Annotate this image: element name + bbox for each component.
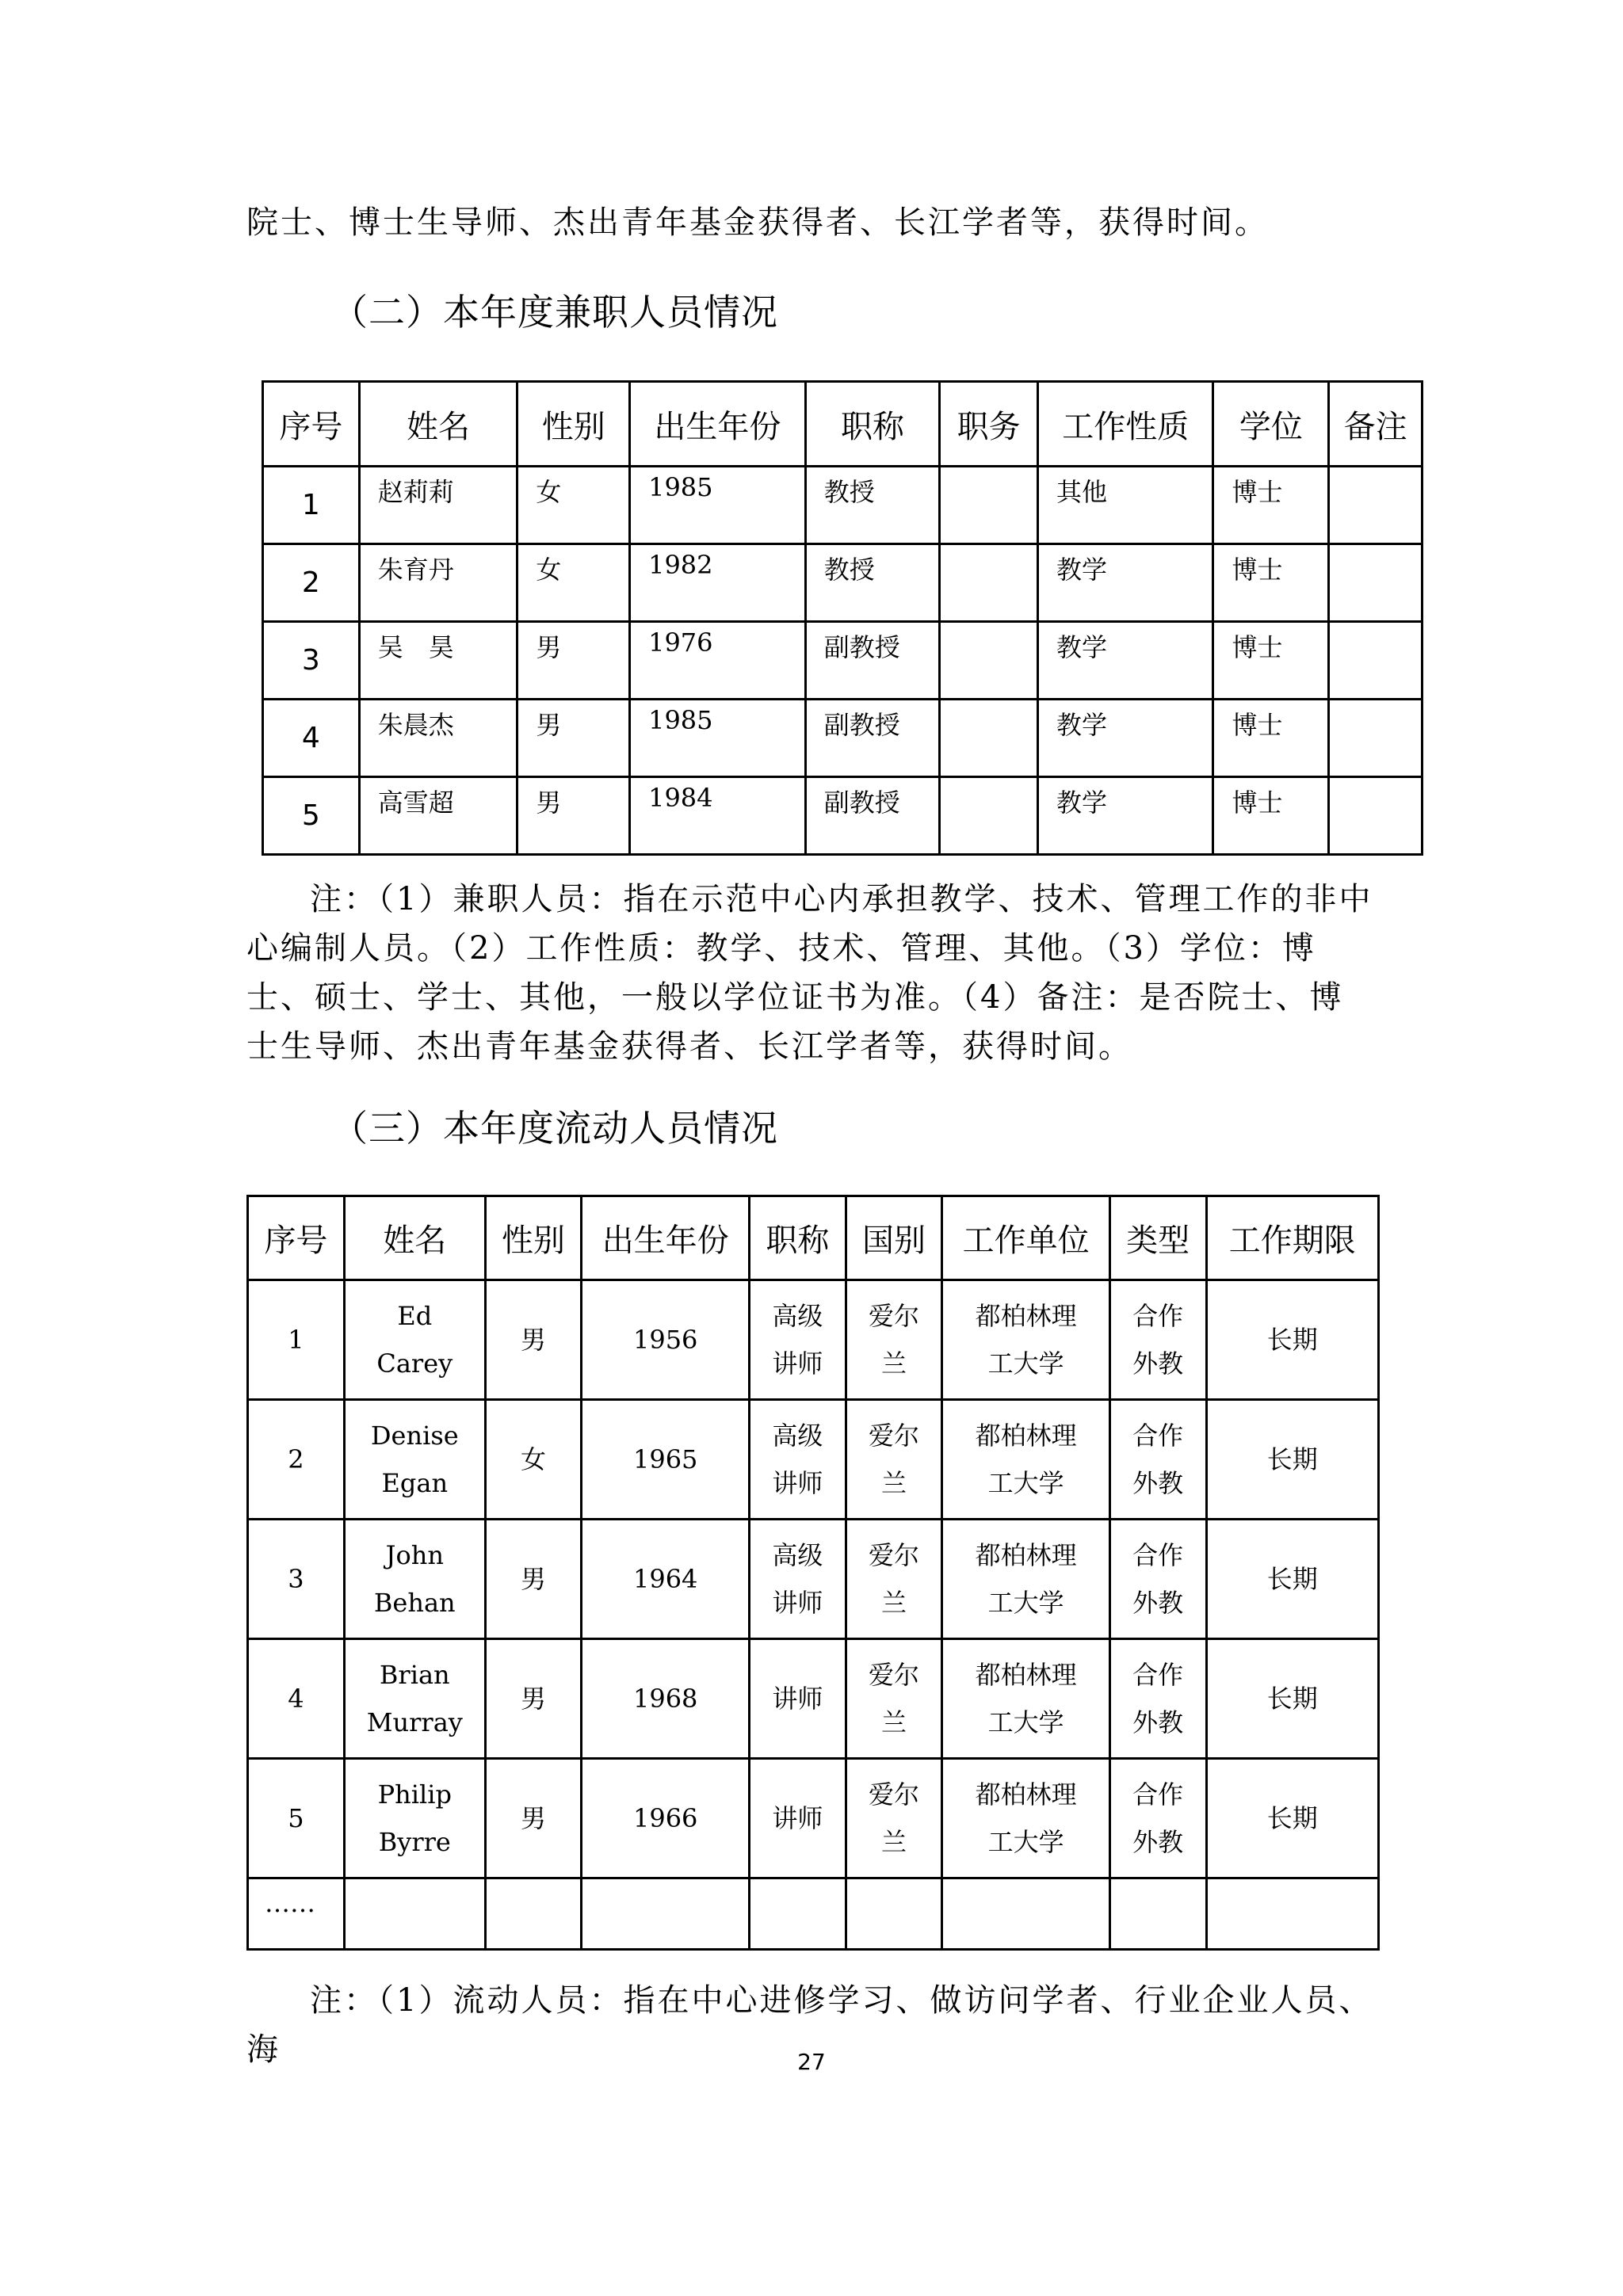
cell-sex: 女 bbox=[517, 467, 630, 544]
cell-name bbox=[344, 1520, 485, 1639]
cell-sex: 男 bbox=[485, 1639, 582, 1759]
cell-work-nature: 其他 bbox=[1038, 467, 1213, 544]
country-line: 兰 bbox=[881, 1348, 907, 1379]
cell-term: 长期 bbox=[1206, 1280, 1378, 1400]
part-time-staff-table bbox=[262, 380, 1423, 856]
header-cell: 性别 bbox=[517, 382, 630, 467]
cell-type bbox=[1109, 1280, 1206, 1400]
table-header-row bbox=[248, 1196, 1379, 1280]
cell-unit bbox=[942, 1280, 1109, 1400]
table-row bbox=[248, 1520, 1379, 1639]
cell-number: 4 bbox=[248, 1639, 345, 1759]
cell-name bbox=[344, 1639, 485, 1759]
table-row bbox=[248, 1759, 1379, 1878]
cell-remark bbox=[1329, 622, 1423, 700]
header-cell: 类型 bbox=[1109, 1196, 1206, 1280]
country-line: 兰 bbox=[881, 1588, 907, 1618]
table-row bbox=[263, 622, 1423, 700]
cell-country bbox=[846, 1759, 942, 1878]
section2-heading: （二）本年度兼职人员情况 bbox=[331, 291, 778, 334]
unit-line: 都柏林理 bbox=[975, 1301, 1077, 1331]
cell-year: 1985 bbox=[630, 700, 806, 777]
title-line: 讲师 bbox=[772, 1588, 823, 1618]
cell-empty bbox=[1206, 1878, 1378, 1950]
header-cell: 职称 bbox=[805, 382, 940, 467]
name-line: Carey bbox=[376, 1348, 453, 1379]
cell-empty bbox=[749, 1878, 846, 1950]
cell-year: 1985 bbox=[630, 467, 806, 544]
cell-degree: 博士 bbox=[1213, 622, 1329, 700]
table-row bbox=[263, 544, 1423, 622]
cell-year: 1976 bbox=[630, 622, 806, 700]
title-line: 讲师 bbox=[772, 1468, 823, 1498]
name-line: John bbox=[385, 1540, 444, 1570]
cell-year: 1966 bbox=[582, 1759, 750, 1878]
cell-name bbox=[344, 1759, 485, 1878]
table-row bbox=[263, 467, 1423, 544]
cell-duty bbox=[940, 544, 1038, 622]
cell-sex: 女 bbox=[517, 544, 630, 622]
section2-note: 注：（1）兼职人员：指在示范中心内承担教学、技术、管理工作的非中心编制人员。（2）工作性质：教学、技术、管理、其他。（3）学位：博士、硕士、学士、其他，一般以学位证书为准。（4）备注：是否院士、博士生导师、杰出青年基金获得者、长江学者等，获得时间。 bbox=[246, 881, 1373, 1065]
cell-remark bbox=[1329, 467, 1423, 544]
cell-name bbox=[344, 1400, 485, 1520]
cell-title: 副教授 bbox=[805, 700, 940, 777]
cell-number: 2 bbox=[263, 544, 360, 622]
table-row bbox=[263, 700, 1423, 777]
header-cell: 序号 bbox=[248, 1196, 345, 1280]
cell-year: 1964 bbox=[582, 1520, 750, 1639]
cell-degree: 博士 bbox=[1213, 544, 1329, 622]
cell-sex: 男 bbox=[485, 1520, 582, 1639]
cell-number: 1 bbox=[263, 467, 360, 544]
country-line: 兰 bbox=[881, 1827, 907, 1857]
cell-title: 讲师 bbox=[749, 1759, 846, 1878]
name-line: Denise bbox=[370, 1421, 459, 1451]
cell-duty bbox=[940, 700, 1038, 777]
visiting-staff-table bbox=[246, 1195, 1380, 1951]
unit-line: 工大学 bbox=[987, 1707, 1064, 1737]
cell-year: 1968 bbox=[582, 1639, 750, 1759]
cell-ellipsis: …… bbox=[248, 1878, 345, 1950]
table-header-row bbox=[263, 382, 1423, 467]
header-cell: 职务 bbox=[940, 382, 1038, 467]
cell-duty bbox=[940, 467, 1038, 544]
cell-name: 吴 昊 bbox=[359, 622, 517, 700]
cell-remark bbox=[1329, 700, 1423, 777]
title-line: 高级 bbox=[772, 1421, 823, 1451]
type-line: 外教 bbox=[1132, 1348, 1184, 1379]
header-cell: 姓名 bbox=[344, 1196, 485, 1280]
cell-country bbox=[846, 1400, 942, 1520]
unit-line: 工大学 bbox=[987, 1348, 1064, 1379]
top-text: 院士、博士生导师、杰出青年基金获得者、长江学者等，获得时间。 bbox=[246, 204, 1269, 241]
cell-sex: 女 bbox=[485, 1400, 582, 1520]
cell-term: 长期 bbox=[1206, 1759, 1378, 1878]
cell-title: 副教授 bbox=[805, 622, 940, 700]
name-line: Egan bbox=[381, 1468, 449, 1498]
unit-line: 都柏林理 bbox=[975, 1540, 1077, 1570]
cell-empty bbox=[846, 1878, 942, 1950]
cell-name bbox=[344, 1280, 485, 1400]
cell-title: 讲师 bbox=[749, 1639, 846, 1759]
cell-duty bbox=[940, 622, 1038, 700]
unit-line: 工大学 bbox=[987, 1588, 1064, 1618]
name-line: Murray bbox=[366, 1707, 463, 1737]
cell-number: 3 bbox=[263, 622, 360, 700]
unit-line: 都柏林理 bbox=[975, 1660, 1077, 1690]
cell-degree: 博士 bbox=[1213, 777, 1329, 855]
cell-sex: 男 bbox=[517, 777, 630, 855]
cell-empty bbox=[582, 1878, 750, 1950]
cell-sex: 男 bbox=[485, 1759, 582, 1878]
header-cell: 备注 bbox=[1329, 382, 1423, 467]
type-line: 合作 bbox=[1132, 1660, 1184, 1690]
country-line: 爱尔 bbox=[869, 1540, 920, 1570]
cell-work-nature: 教学 bbox=[1038, 544, 1213, 622]
cell-country bbox=[846, 1280, 942, 1400]
unit-line: 都柏林理 bbox=[975, 1779, 1077, 1810]
cell-title bbox=[749, 1520, 846, 1639]
cell-unit bbox=[942, 1520, 1109, 1639]
unit-line: 都柏林理 bbox=[975, 1421, 1077, 1451]
cell-name: 朱晨杰 bbox=[359, 700, 517, 777]
type-line: 合作 bbox=[1132, 1301, 1184, 1331]
header-cell: 工作单位 bbox=[942, 1196, 1109, 1280]
cell-name: 高雪超 bbox=[359, 777, 517, 855]
cell-unit bbox=[942, 1759, 1109, 1878]
header-cell: 工作期限 bbox=[1206, 1196, 1378, 1280]
cell-title: 副教授 bbox=[805, 777, 940, 855]
name-line: Byrre bbox=[378, 1827, 451, 1857]
cell-year: 1984 bbox=[630, 777, 806, 855]
cell-empty bbox=[344, 1878, 485, 1950]
cell-title bbox=[749, 1280, 846, 1400]
table-row bbox=[248, 1639, 1379, 1759]
country-line: 兰 bbox=[881, 1707, 907, 1737]
country-line: 兰 bbox=[881, 1468, 907, 1498]
cell-type bbox=[1109, 1400, 1206, 1520]
type-line: 外教 bbox=[1132, 1827, 1184, 1857]
cell-sex: 男 bbox=[485, 1280, 582, 1400]
type-line: 外教 bbox=[1132, 1588, 1184, 1618]
unit-line: 工大学 bbox=[987, 1468, 1064, 1498]
cell-remark bbox=[1329, 777, 1423, 855]
cell-degree: 博士 bbox=[1213, 467, 1329, 544]
name-line: Behan bbox=[373, 1588, 456, 1618]
table-row bbox=[248, 1280, 1379, 1400]
cell-empty bbox=[485, 1878, 582, 1950]
cell-number: 3 bbox=[248, 1520, 345, 1639]
header-cell: 国别 bbox=[846, 1196, 942, 1280]
cell-term: 长期 bbox=[1206, 1639, 1378, 1759]
country-line: 爱尔 bbox=[869, 1779, 920, 1810]
cell-title: 教授 bbox=[805, 467, 940, 544]
type-line: 合作 bbox=[1132, 1421, 1184, 1451]
title-line: 高级 bbox=[772, 1301, 823, 1331]
cell-type bbox=[1109, 1639, 1206, 1759]
cell-work-nature: 教学 bbox=[1038, 700, 1213, 777]
table-row bbox=[263, 777, 1423, 855]
name-line: Philip bbox=[377, 1779, 452, 1810]
header-cell: 学位 bbox=[1213, 382, 1329, 467]
type-line: 外教 bbox=[1132, 1468, 1184, 1498]
header-cell: 工作性质 bbox=[1038, 382, 1213, 467]
type-line: 合作 bbox=[1132, 1779, 1184, 1810]
cell-term: 长期 bbox=[1206, 1520, 1378, 1639]
cell-year: 1982 bbox=[630, 544, 806, 622]
section3-note: 注：（1）流动人员：指在中心进修学习、做访问学者、行业企业人员、海 bbox=[246, 1982, 1373, 2068]
header-cell: 性别 bbox=[485, 1196, 582, 1280]
cell-number: 2 bbox=[248, 1400, 345, 1520]
cell-remark bbox=[1329, 544, 1423, 622]
cell-year: 1956 bbox=[582, 1280, 750, 1400]
header-cell: 出生年份 bbox=[582, 1196, 750, 1280]
cell-unit bbox=[942, 1400, 1109, 1520]
country-line: 爱尔 bbox=[869, 1421, 920, 1451]
cell-sex: 男 bbox=[517, 622, 630, 700]
header-cell: 出生年份 bbox=[630, 382, 806, 467]
cell-unit bbox=[942, 1639, 1109, 1759]
cell-title bbox=[749, 1400, 846, 1520]
country-line: 爱尔 bbox=[869, 1301, 920, 1331]
cell-duty bbox=[940, 777, 1038, 855]
name-line: Brian bbox=[379, 1660, 450, 1690]
table-row bbox=[248, 1878, 1379, 1950]
cell-country bbox=[846, 1639, 942, 1759]
cell-title: 教授 bbox=[805, 544, 940, 622]
cell-number: 5 bbox=[248, 1759, 345, 1878]
cell-number: 1 bbox=[248, 1280, 345, 1400]
cell-year: 1965 bbox=[582, 1400, 750, 1520]
cell-name: 赵莉莉 bbox=[359, 467, 517, 544]
cell-number: 4 bbox=[263, 700, 360, 777]
type-line: 外教 bbox=[1132, 1707, 1184, 1737]
page-number: 27 bbox=[797, 2049, 826, 2075]
header-cell: 职称 bbox=[749, 1196, 846, 1280]
table-row bbox=[248, 1400, 1379, 1520]
section3-heading: （三）本年度流动人员情况 bbox=[331, 1107, 778, 1150]
title-line: 讲师 bbox=[772, 1348, 823, 1379]
type-line: 合作 bbox=[1132, 1540, 1184, 1570]
cell-number: 5 bbox=[263, 777, 360, 855]
name-line: Ed bbox=[397, 1301, 433, 1331]
cell-term: 长期 bbox=[1206, 1400, 1378, 1520]
cell-empty bbox=[1109, 1878, 1206, 1950]
unit-line: 工大学 bbox=[987, 1827, 1064, 1857]
cell-type bbox=[1109, 1759, 1206, 1878]
cell-empty bbox=[942, 1878, 1109, 1950]
country-line: 爱尔 bbox=[869, 1660, 920, 1690]
cell-country bbox=[846, 1520, 942, 1639]
cell-type bbox=[1109, 1520, 1206, 1639]
cell-sex: 男 bbox=[517, 700, 630, 777]
header-cell: 姓名 bbox=[359, 382, 517, 467]
cell-name: 朱育丹 bbox=[359, 544, 517, 622]
header-cell: 序号 bbox=[263, 382, 360, 467]
title-line: 高级 bbox=[772, 1540, 823, 1570]
cell-degree: 博士 bbox=[1213, 700, 1329, 777]
cell-work-nature: 教学 bbox=[1038, 777, 1213, 855]
cell-work-nature: 教学 bbox=[1038, 622, 1213, 700]
